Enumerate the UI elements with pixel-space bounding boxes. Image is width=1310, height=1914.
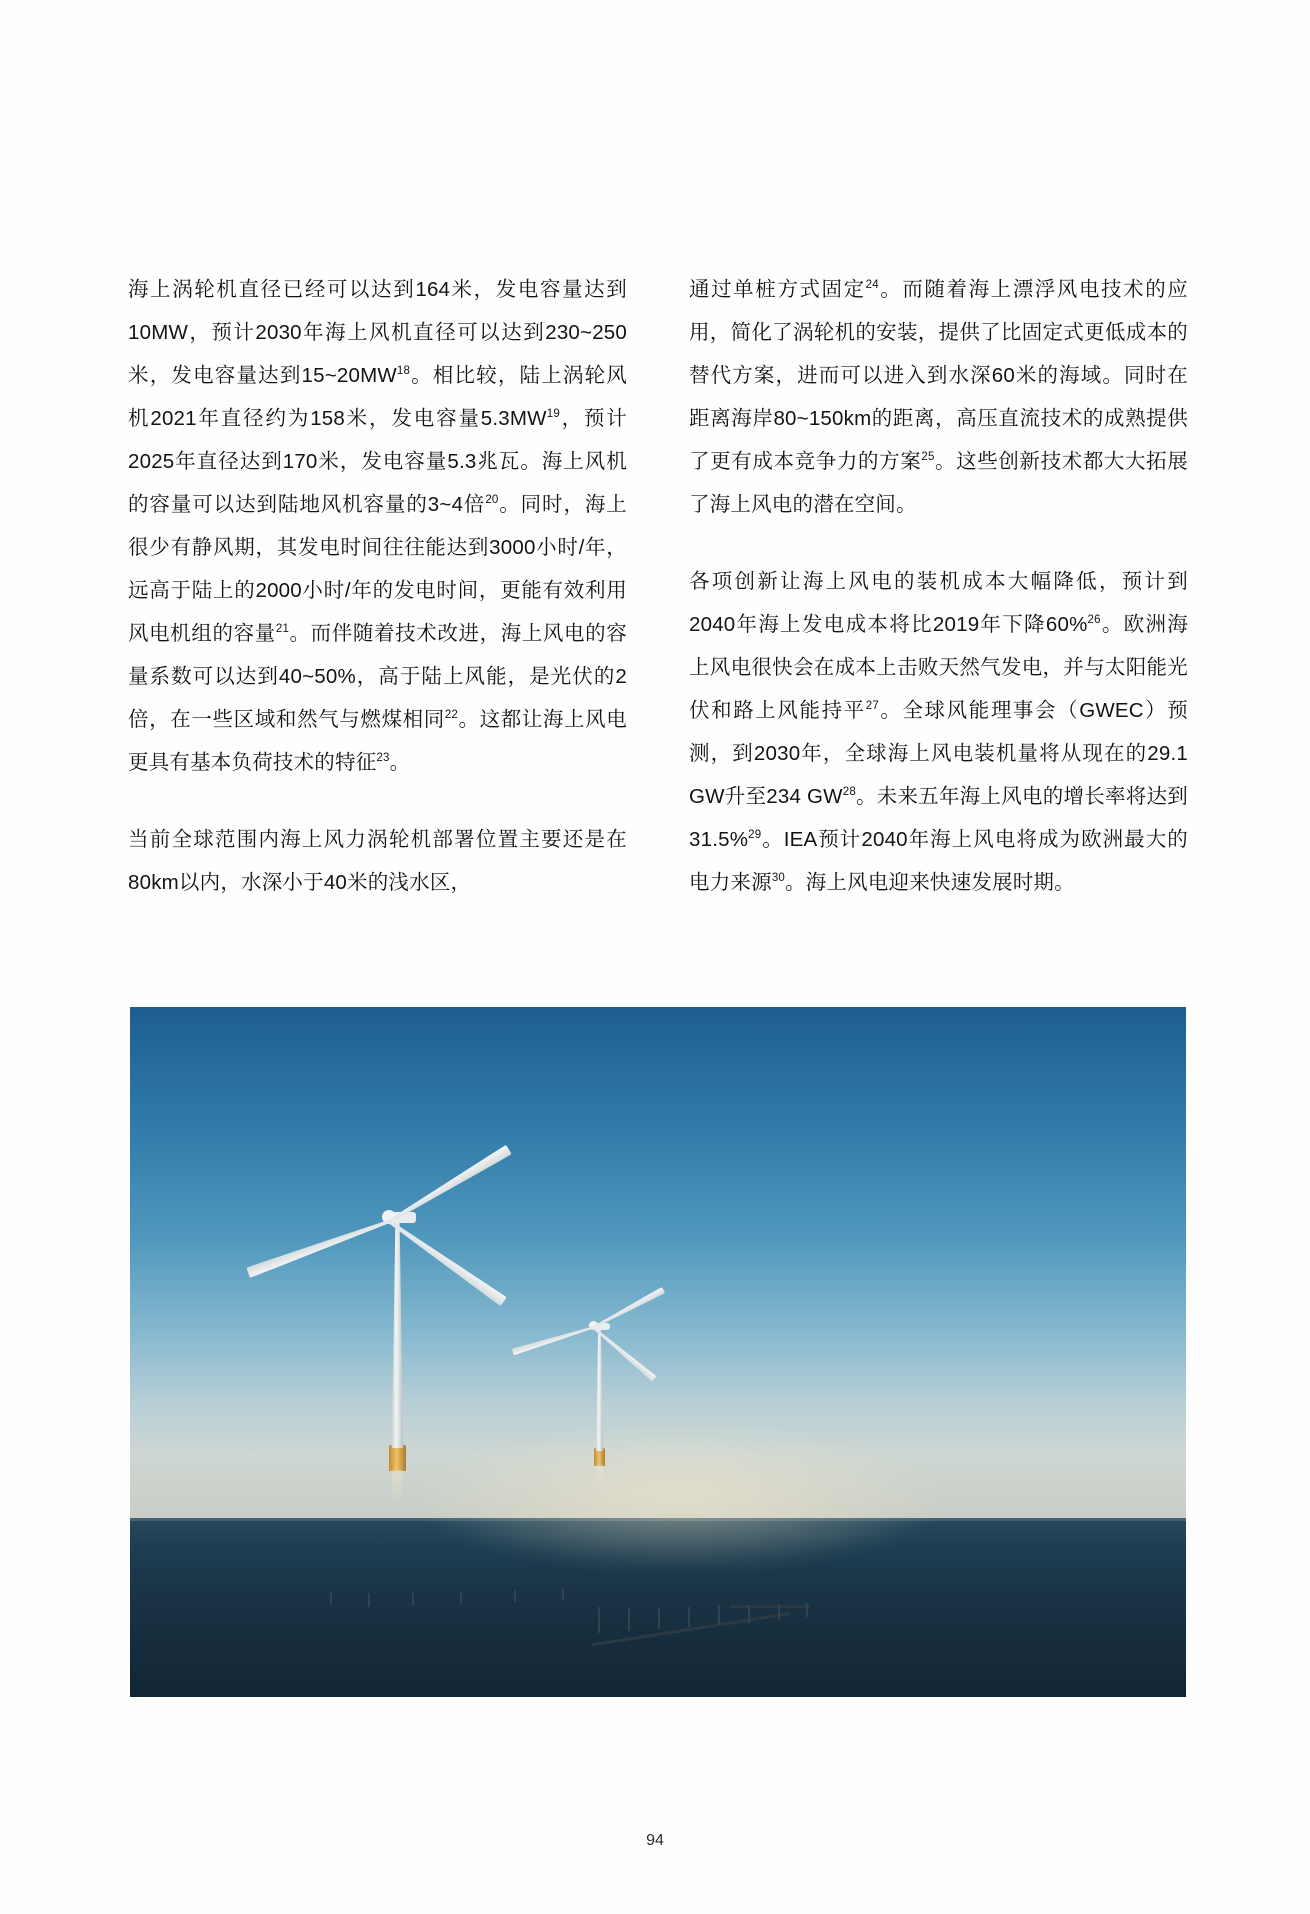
footnote-marker: 22 bbox=[444, 709, 459, 722]
paragraph: 海上涡轮机直径已经可以达到164米，发电容量达到10MW，预计2030年海上风机直径可以达到230~250米，发电容量达到15~20MW$^{18}$。相比较，陆上涡轮风机2021年直径约为158米，发电容量5.3MW$^{19}$，预计2025年直径达到170米，发电容量5.3兆瓦。海上风机的容量可以达到陆地风机容量的3~4倍$^{20}$。同时，海上很少有静风期，其发电时间往往能达到3000小时/年，远高于陆上的2000小时/年的发电时间，更能有效利用风电机组的容量$^{21}$。而伴随着技术改进，海上风电的容量系数可以达到40~50%，高于陆上风能，是光伏的2倍，在一些区域和然气与燃煤相同$^{22}$。这都让海上风电更具有基本负荷技术的特征$^{23}$。 bbox=[128, 278, 628, 774]
pier-post bbox=[412, 1593, 414, 1606]
pier-walkway bbox=[730, 1605, 810, 1608]
page-number: 94 bbox=[646, 1832, 664, 1849]
pier-post bbox=[718, 1605, 720, 1625]
paragraph: 通过单桩方式固定$^{24}$。而随着海上漂浮风电技术的应用，简化了涡轮机的安装，提供了比固定式更低成本的替代方案，进而可以进入到水深60米的海域。同时在距离海岸80~150km的距离，高压直流技术的成熟提供了更有成本竞争力的方案$^{25}$。这些创新技术都大大拓展了海上风电的潜在空间。 bbox=[689, 278, 1189, 516]
column-right bbox=[689, 268, 1188, 904]
footnote-marker: 26 bbox=[1087, 614, 1101, 627]
pier-post bbox=[658, 1607, 660, 1629]
pier-post bbox=[806, 1603, 808, 1617]
footnote-marker: 25 bbox=[921, 451, 935, 464]
pier-post bbox=[514, 1590, 516, 1602]
pier-post bbox=[562, 1589, 564, 1600]
footnote-marker: 29 bbox=[748, 829, 762, 842]
text-columns bbox=[128, 268, 1188, 904]
turbine-blade bbox=[512, 1324, 594, 1355]
pier-post bbox=[778, 1604, 780, 1620]
footnote-marker: 18 bbox=[396, 365, 411, 378]
footnote-marker: 27 bbox=[865, 700, 879, 713]
pier-post bbox=[368, 1593, 370, 1607]
footnote-marker: 24 bbox=[865, 279, 879, 292]
column-left bbox=[128, 268, 627, 904]
pier-post bbox=[598, 1607, 600, 1633]
pier-post bbox=[628, 1607, 630, 1631]
turbine-reflection bbox=[596, 1465, 603, 1489]
pier-post bbox=[688, 1607, 690, 1627]
paragraph: 各项创新让海上风电的装机成本大幅降低，预计到2040年海上发电成本将比2019年下降60%$^{26}$。欧洲海上风电很快会在成本上击败天然气发电，并与太阳能光伏和路上风能持平$^{27}$。全球风能理事会（GWEC）预测，到2030年，全球海上风电装机量将从现在的29.1 GW升至234 GW$^{28}$。未来五年海上风电的增长率将达到31.5%$^{29}$。IEA预计2040年海上风电将成为欧洲最大的电力来源$^{30}$。海上风电迎来快速发展时期。 bbox=[689, 570, 1188, 894]
pier-post bbox=[460, 1592, 462, 1604]
footnote-marker: 23 bbox=[376, 752, 390, 765]
footnote-marker: 19 bbox=[546, 408, 560, 421]
pier-post bbox=[330, 1591, 332, 1605]
paragraph: 当前全球范围内海上风力涡轮机部署位置主要还是在80km以内，水深小于40米的浅水区， bbox=[128, 828, 627, 894]
turbine-small bbox=[130, 1007, 1186, 1697]
pier-post bbox=[748, 1605, 750, 1623]
offshore-wind-farm-photo bbox=[130, 1007, 1186, 1697]
footnote-marker: 21 bbox=[275, 623, 290, 636]
footnote-marker: 28 bbox=[842, 786, 856, 799]
footnote-marker: 30 bbox=[771, 872, 786, 885]
turbine-tower bbox=[596, 1329, 603, 1451]
footnote-marker: 20 bbox=[485, 494, 499, 507]
